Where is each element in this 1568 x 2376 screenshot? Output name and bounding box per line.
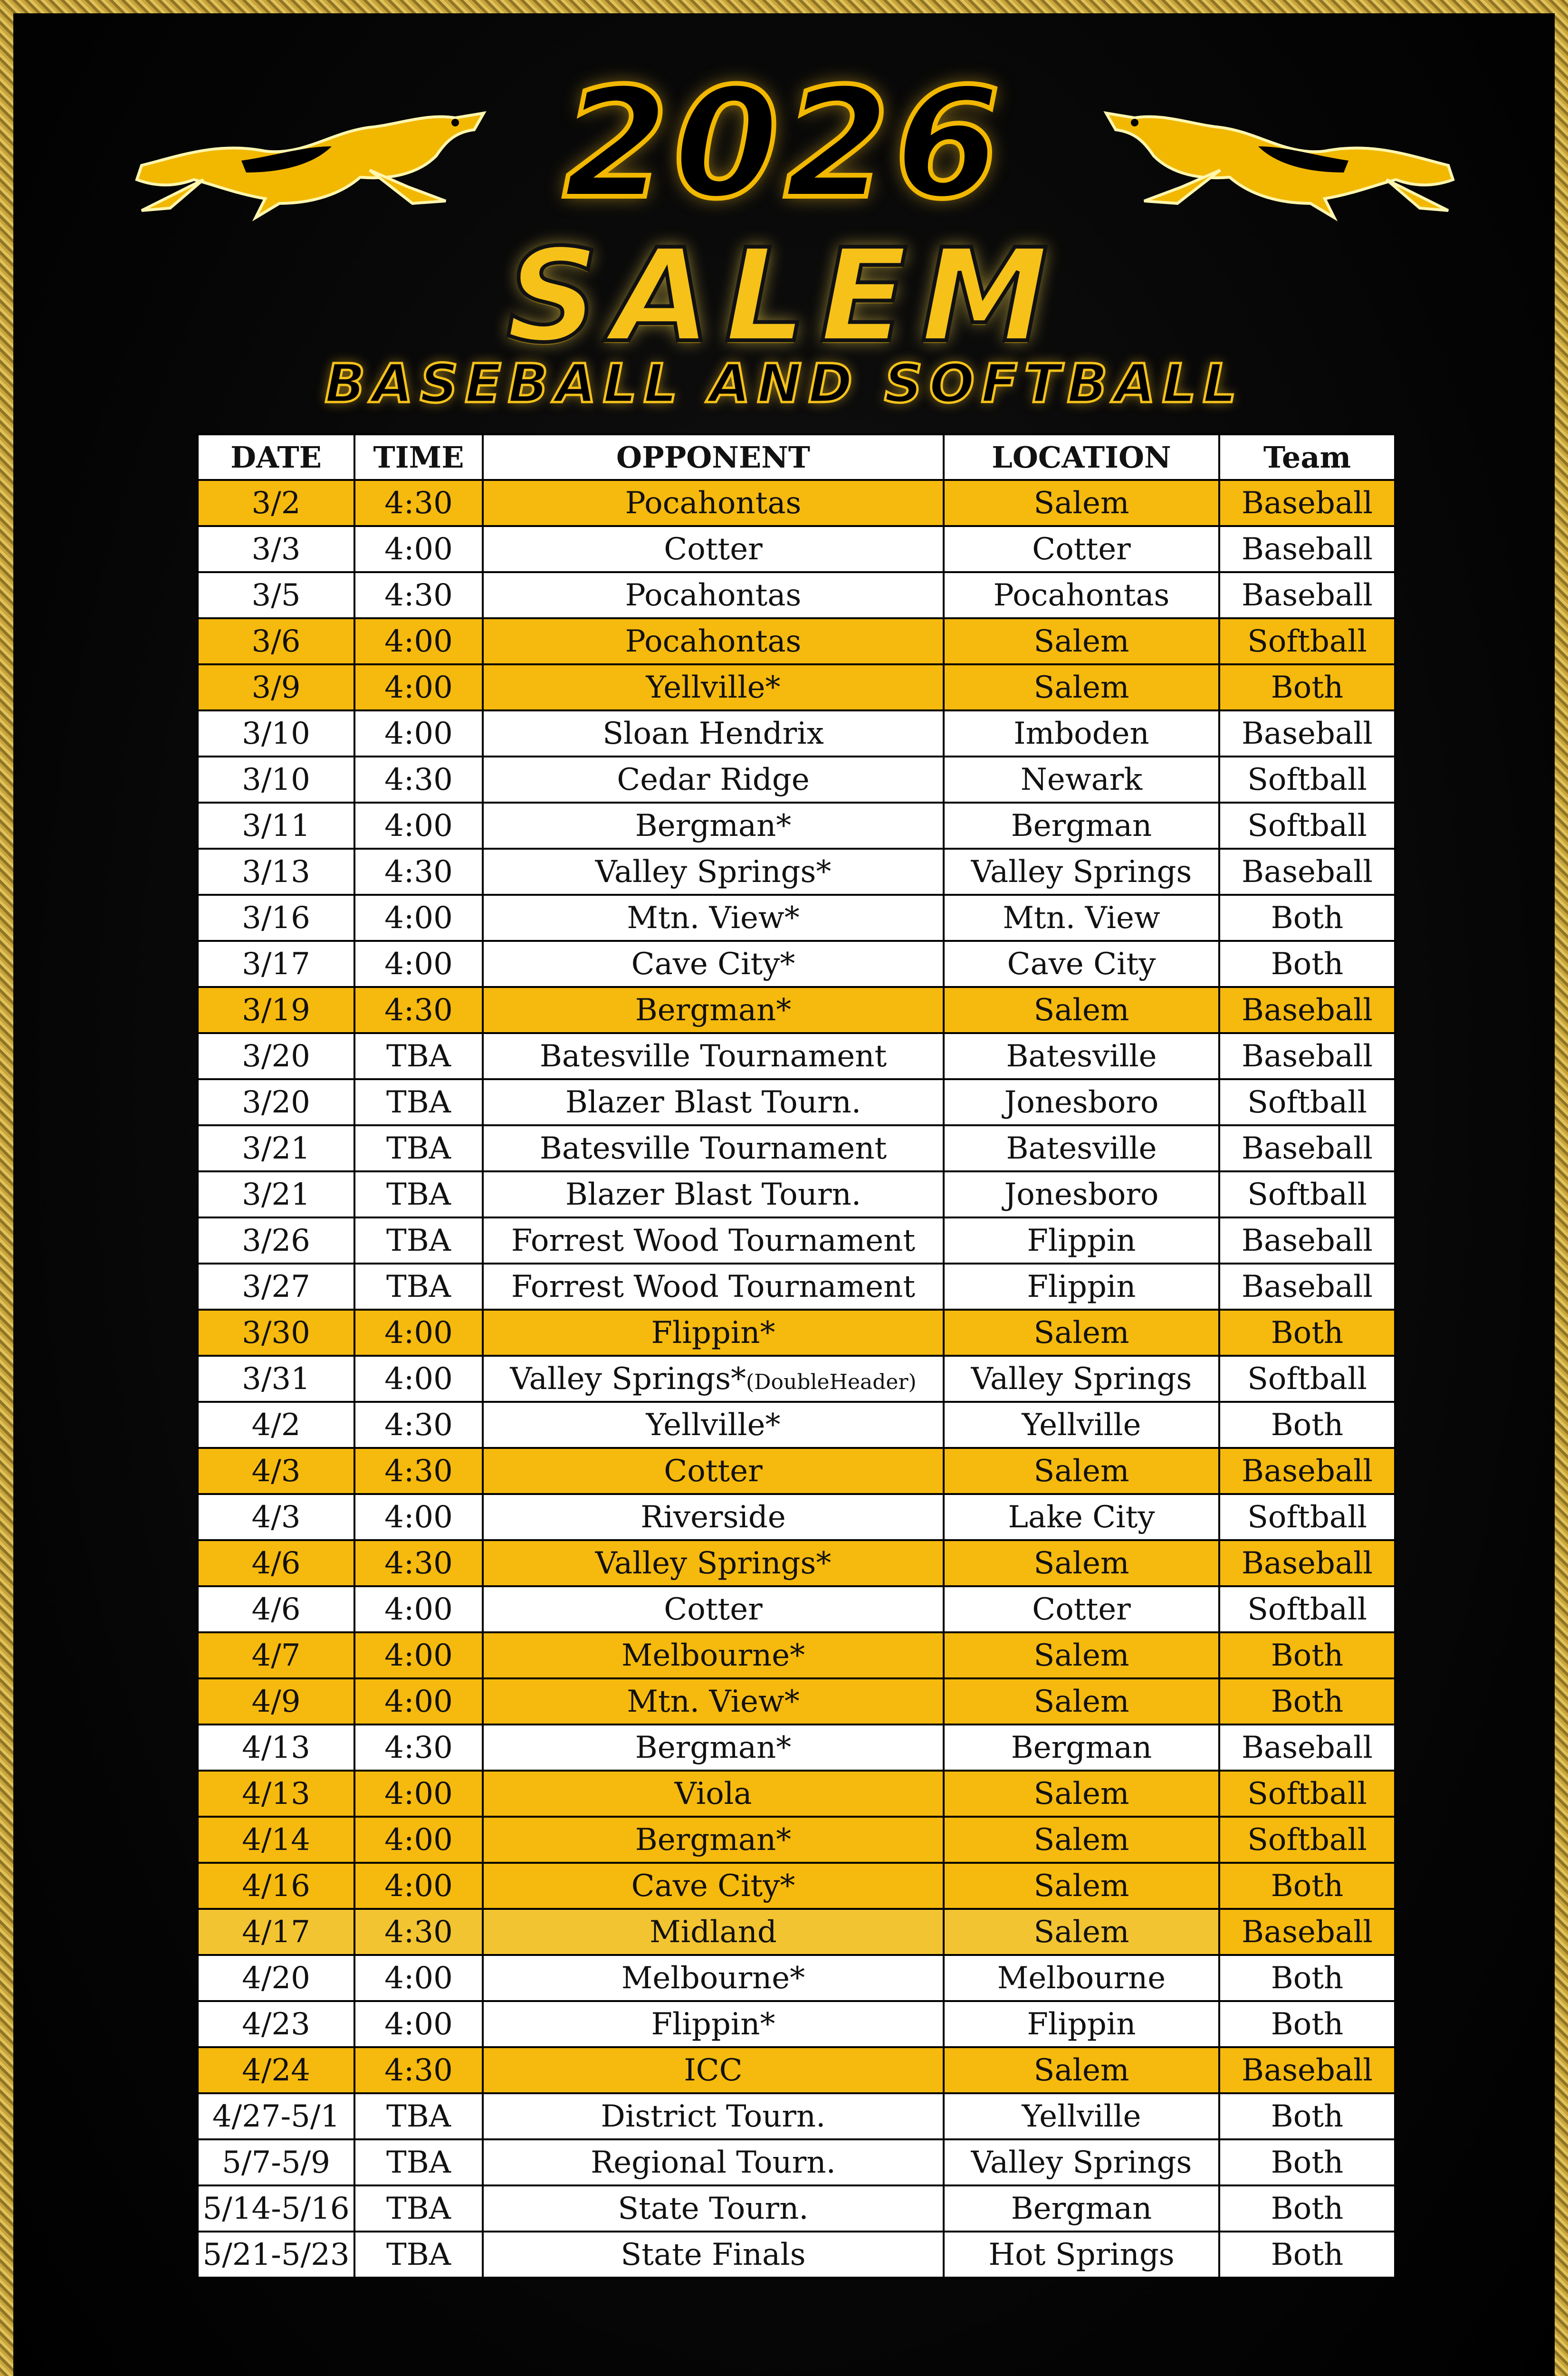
table-row — [198, 480, 1395, 526]
location-cell: Salem — [944, 2047, 1219, 2093]
location-cell: Salem — [944, 1909, 1219, 1955]
time-cell: TBA — [354, 1125, 483, 1171]
team-cell: Baseball — [1219, 1264, 1395, 1310]
schedule-body — [198, 480, 1395, 2278]
opponent-cell: Cotter — [483, 1448, 944, 1494]
opponent-cell: Cave City* — [483, 941, 944, 987]
table-row — [198, 941, 1395, 987]
column-header-date: DATE — [198, 434, 354, 480]
opponent-cell: District Tourn. — [483, 2093, 944, 2139]
time-cell: 4:00 — [354, 1863, 483, 1909]
time-cell: TBA — [354, 2232, 483, 2278]
team-cell: Softball — [1219, 757, 1395, 803]
date-cell: 3/9 — [198, 664, 354, 710]
opponent-cell: Yellville* — [483, 664, 944, 710]
team-cell: Both — [1219, 1402, 1395, 1448]
team-cell: Both — [1219, 2093, 1395, 2139]
time-cell: 4:00 — [354, 664, 483, 710]
location-cell: Cotter — [944, 1586, 1219, 1632]
table-row — [198, 1817, 1395, 1863]
table-row — [198, 2139, 1395, 2185]
table-row — [198, 1079, 1395, 1125]
date-cell: 3/6 — [198, 618, 354, 664]
table-row — [198, 526, 1395, 572]
table-row — [198, 1494, 1395, 1540]
time-cell: TBA — [354, 1264, 483, 1310]
time-cell: 4:00 — [354, 618, 483, 664]
time-cell: 4:00 — [354, 526, 483, 572]
opponent-cell: State Tourn. — [483, 2185, 944, 2232]
table-row — [198, 2093, 1395, 2139]
time-cell: 4:30 — [354, 572, 483, 618]
opponent-cell — [483, 1356, 944, 1402]
location-cell: Batesville — [944, 1033, 1219, 1079]
opponent-cell: Batesville Tournament — [483, 1033, 944, 1079]
table-row — [198, 1540, 1395, 1586]
opponent-cell: Valley Springs* — [483, 849, 944, 895]
opponent-cell: Cotter — [483, 1586, 944, 1632]
column-header-team: Team — [1219, 434, 1395, 480]
team-cell: Baseball — [1219, 1540, 1395, 1586]
date-cell: 3/10 — [198, 710, 354, 757]
date-cell: 4/7 — [198, 1632, 354, 1678]
date-cell: 3/20 — [198, 1033, 354, 1079]
location-cell: Newark — [944, 757, 1219, 803]
date-cell: 4/23 — [198, 2001, 354, 2047]
opponent-cell: Melbourne* — [483, 1632, 944, 1678]
time-cell: 4:30 — [354, 1725, 483, 1771]
opponent-cell: Bergman* — [483, 803, 944, 849]
table-row — [198, 1264, 1395, 1310]
location-cell: Valley Springs — [944, 849, 1219, 895]
date-cell: 3/16 — [198, 895, 354, 941]
doubleheader-note: (DoubleHeader) — [746, 1370, 917, 1394]
location-cell: Melbourne — [944, 1955, 1219, 2001]
team-cell: Baseball — [1219, 526, 1395, 572]
date-cell: 4/3 — [198, 1448, 354, 1494]
location-cell: Batesville — [944, 1125, 1219, 1171]
time-cell: 4:30 — [354, 1540, 483, 1586]
location-cell: Hot Springs — [944, 2232, 1219, 2278]
opponent-cell: Flippin* — [483, 2001, 944, 2047]
team-cell: Baseball — [1219, 1125, 1395, 1171]
time-cell: TBA — [354, 1217, 483, 1264]
school-name: SALEM — [506, 221, 1062, 371]
team-cell: Both — [1219, 1632, 1395, 1678]
location-cell: Jonesboro — [944, 1079, 1219, 1125]
date-cell: 5/7-5/9 — [198, 2139, 354, 2185]
team-cell: Both — [1219, 1678, 1395, 1725]
opponent-cell: Bergman* — [483, 1817, 944, 1863]
location-cell: Flippin — [944, 1264, 1219, 1310]
opponent-cell: Valley Springs* — [483, 1540, 944, 1586]
date-cell: 4/6 — [198, 1540, 354, 1586]
time-cell: 4:30 — [354, 1402, 483, 1448]
date-cell: 5/14-5/16 — [198, 2185, 354, 2232]
table-row — [198, 618, 1395, 664]
team-cell: Baseball — [1219, 710, 1395, 757]
date-cell: 3/5 — [198, 572, 354, 618]
table-row — [198, 1125, 1395, 1171]
time-cell: 4:30 — [354, 2047, 483, 2093]
column-header-location: LOCATION — [944, 434, 1219, 480]
date-cell: 4/13 — [198, 1725, 354, 1771]
team-cell: Baseball — [1219, 849, 1395, 895]
opponent-cell: Mtn. View* — [483, 1678, 944, 1725]
team-cell: Softball — [1219, 1079, 1395, 1125]
date-cell: 3/3 — [198, 526, 354, 572]
location-cell: Salem — [944, 1632, 1219, 1678]
location-cell: Salem — [944, 664, 1219, 710]
date-cell: 3/31 — [198, 1356, 354, 1402]
time-cell: 4:00 — [354, 710, 483, 757]
team-cell: Softball — [1219, 1356, 1395, 1402]
team-cell: Both — [1219, 2185, 1395, 2232]
team-cell: Both — [1219, 664, 1395, 710]
time-cell: 4:30 — [354, 849, 483, 895]
location-cell: Salem — [944, 1448, 1219, 1494]
opponent-cell: Midland — [483, 1909, 944, 1955]
table-row — [198, 2185, 1395, 2232]
team-cell: Baseball — [1219, 1448, 1395, 1494]
poster-subtitle: BASEBALL AND SOFTBALL — [325, 353, 1243, 415]
date-cell: 4/16 — [198, 1863, 354, 1909]
date-cell: 4/9 — [198, 1678, 354, 1725]
table-row — [198, 987, 1395, 1033]
table-row — [198, 1171, 1395, 1217]
location-cell: Salem — [944, 618, 1219, 664]
schedule-table — [197, 433, 1396, 2279]
location-cell: Bergman — [944, 1725, 1219, 1771]
date-cell: 3/2 — [198, 480, 354, 526]
location-cell: Valley Springs — [944, 2139, 1219, 2185]
time-cell: 4:00 — [354, 803, 483, 849]
time-cell: TBA — [354, 1033, 483, 1079]
date-cell: 5/21-5/23 — [198, 2232, 354, 2278]
table-row — [198, 1402, 1395, 1448]
date-cell: 3/19 — [198, 987, 354, 1033]
location-cell: Salem — [944, 1863, 1219, 1909]
opponent-cell: Cave City* — [483, 1863, 944, 1909]
time-cell: 4:00 — [354, 1817, 483, 1863]
opponent-cell: Bergman* — [483, 1725, 944, 1771]
location-cell: Lake City — [944, 1494, 1219, 1540]
team-cell: Both — [1219, 1310, 1395, 1356]
team-cell: Both — [1219, 2139, 1395, 2185]
time-cell: TBA — [354, 2185, 483, 2232]
location-cell: Valley Springs — [944, 1356, 1219, 1402]
table-row — [198, 572, 1395, 618]
time-cell: 4:30 — [354, 987, 483, 1033]
table-row — [198, 1448, 1395, 1494]
table-row — [198, 1955, 1395, 2001]
time-cell: 4:00 — [354, 1586, 483, 1632]
opponent-cell: Forrest Wood Tournament — [483, 1264, 944, 1310]
team-cell: Baseball — [1219, 1217, 1395, 1264]
team-cell: Softball — [1219, 1171, 1395, 1217]
opponent-cell: Pocahontas — [483, 618, 944, 664]
column-header-time: TIME — [354, 434, 483, 480]
opponent-cell: Viola — [483, 1771, 944, 1817]
table-row — [198, 895, 1395, 941]
team-cell: Both — [1219, 1863, 1395, 1909]
date-cell: 4/2 — [198, 1402, 354, 1448]
time-cell: 4:30 — [354, 1909, 483, 1955]
location-cell: Salem — [944, 1310, 1219, 1356]
opponent-cell: Pocahontas — [483, 572, 944, 618]
date-cell: 3/11 — [198, 803, 354, 849]
time-cell: TBA — [354, 1079, 483, 1125]
table-row — [198, 1909, 1395, 1955]
opponent-cell: Sloan Hendrix — [483, 710, 944, 757]
table-row — [198, 849, 1395, 895]
column-header-opponent: OPPONENT — [483, 434, 944, 480]
location-cell: Jonesboro — [944, 1171, 1219, 1217]
table-row — [198, 1217, 1395, 1264]
team-cell: Both — [1219, 1955, 1395, 2001]
team-cell: Softball — [1219, 618, 1395, 664]
opponent-cell: Flippin* — [483, 1310, 944, 1356]
date-cell: 4/13 — [198, 1771, 354, 1817]
team-cell: Baseball — [1219, 572, 1395, 618]
location-cell: Bergman — [944, 2185, 1219, 2232]
opponent-cell: Blazer Blast Tourn. — [483, 1079, 944, 1125]
team-cell: Both — [1219, 895, 1395, 941]
opponent-cell: Batesville Tournament — [483, 1125, 944, 1171]
time-cell: 4:00 — [354, 1632, 483, 1678]
team-cell: Both — [1219, 941, 1395, 987]
table-row — [198, 710, 1395, 757]
date-cell: 4/17 — [198, 1909, 354, 1955]
opponent-cell: Forrest Wood Tournament — [483, 1217, 944, 1264]
location-cell: Salem — [944, 1771, 1219, 1817]
date-cell: 4/27-5/1 — [198, 2093, 354, 2139]
date-cell: 3/21 — [198, 1171, 354, 1217]
table-row — [198, 757, 1395, 803]
table-row — [198, 1863, 1395, 1909]
location-cell: Yellville — [944, 2093, 1219, 2139]
team-cell: Baseball — [1219, 2047, 1395, 2093]
location-cell: Mtn. View — [944, 895, 1219, 941]
table-header-row — [198, 434, 1395, 480]
table-row — [198, 664, 1395, 710]
opponent-cell: Bergman* — [483, 987, 944, 1033]
location-cell: Flippin — [944, 1217, 1219, 1264]
opponent-cell: Melbourne* — [483, 1955, 944, 2001]
date-cell: 3/13 — [198, 849, 354, 895]
table-row — [198, 1632, 1395, 1678]
location-cell: Salem — [944, 1817, 1219, 1863]
table-row — [198, 2001, 1395, 2047]
team-cell: Softball — [1219, 1494, 1395, 1540]
opponent-cell: ICC — [483, 2047, 944, 2093]
table-row — [198, 803, 1395, 849]
location-cell: Bergman — [944, 803, 1219, 849]
date-cell: 3/10 — [198, 757, 354, 803]
time-cell: TBA — [354, 2139, 483, 2185]
opponent-name: Valley Springs* — [510, 1361, 746, 1397]
time-cell: TBA — [354, 2093, 483, 2139]
table-row — [198, 1678, 1395, 1725]
location-cell: Cotter — [944, 526, 1219, 572]
time-cell: TBA — [354, 1171, 483, 1217]
time-cell: 4:00 — [354, 1678, 483, 1725]
table-row — [198, 1725, 1395, 1771]
table-row — [198, 1771, 1395, 1817]
date-cell: 3/30 — [198, 1310, 354, 1356]
opponent-cell: Riverside — [483, 1494, 944, 1540]
table-row — [198, 2232, 1395, 2278]
opponent-cell: Mtn. View* — [483, 895, 944, 941]
date-cell: 3/20 — [198, 1079, 354, 1125]
date-cell: 3/21 — [198, 1125, 354, 1171]
opponent-cell: Cedar Ridge — [483, 757, 944, 803]
date-cell: 4/14 — [198, 1817, 354, 1863]
opponent-cell: Cotter — [483, 526, 944, 572]
location-cell: Imboden — [944, 710, 1219, 757]
location-cell: Cave City — [944, 941, 1219, 987]
time-cell: 4:00 — [354, 2001, 483, 2047]
team-cell: Softball — [1219, 1817, 1395, 1863]
opponent-cell: Pocahontas — [483, 480, 944, 526]
team-cell: Baseball — [1219, 480, 1395, 526]
table-row — [198, 1310, 1395, 1356]
time-cell: 4:30 — [354, 480, 483, 526]
location-cell: Yellville — [944, 1402, 1219, 1448]
opponent-cell: Blazer Blast Tourn. — [483, 1171, 944, 1217]
location-cell: Salem — [944, 1540, 1219, 1586]
location-cell: Flippin — [944, 2001, 1219, 2047]
poster-background — [13, 13, 1555, 2376]
table-row — [198, 1356, 1395, 1402]
opponent-cell: Regional Tourn. — [483, 2139, 944, 2185]
time-cell: 4:30 — [354, 757, 483, 803]
table-row — [198, 1033, 1395, 1079]
team-cell: Baseball — [1219, 1033, 1395, 1079]
date-cell: 3/26 — [198, 1217, 354, 1264]
location-cell: Salem — [944, 480, 1219, 526]
location-cell: Pocahontas — [944, 572, 1219, 618]
time-cell: 4:00 — [354, 895, 483, 941]
team-cell: Baseball — [1219, 1725, 1395, 1771]
poster-year: 2026 — [563, 56, 1005, 232]
table-row — [198, 1586, 1395, 1632]
team-cell: Softball — [1219, 1586, 1395, 1632]
date-cell: 4/3 — [198, 1494, 354, 1540]
time-cell: 4:00 — [354, 1955, 483, 2001]
location-cell: Salem — [944, 987, 1219, 1033]
location-cell: Salem — [944, 1678, 1219, 1725]
time-cell: 4:00 — [354, 1771, 483, 1817]
table-row — [198, 2047, 1395, 2093]
time-cell: 4:00 — [354, 1356, 483, 1402]
team-cell: Baseball — [1219, 987, 1395, 1033]
time-cell: 4:00 — [354, 1310, 483, 1356]
date-cell: 3/27 — [198, 1264, 354, 1310]
date-cell: 4/20 — [198, 1955, 354, 2001]
date-cell: 4/6 — [198, 1586, 354, 1632]
opponent-cell: Yellville* — [483, 1402, 944, 1448]
opponent-cell: State Finals — [483, 2232, 944, 2278]
time-cell: 4:00 — [354, 1494, 483, 1540]
date-cell: 4/24 — [198, 2047, 354, 2093]
time-cell: 4:30 — [354, 1448, 483, 1494]
team-cell: Baseball — [1219, 1909, 1395, 1955]
team-cell: Both — [1219, 2001, 1395, 2047]
time-cell: 4:00 — [354, 941, 483, 987]
date-cell: 3/17 — [198, 941, 354, 987]
team-cell: Softball — [1219, 1771, 1395, 1817]
team-cell: Both — [1219, 2232, 1395, 2278]
team-cell: Softball — [1219, 803, 1395, 849]
